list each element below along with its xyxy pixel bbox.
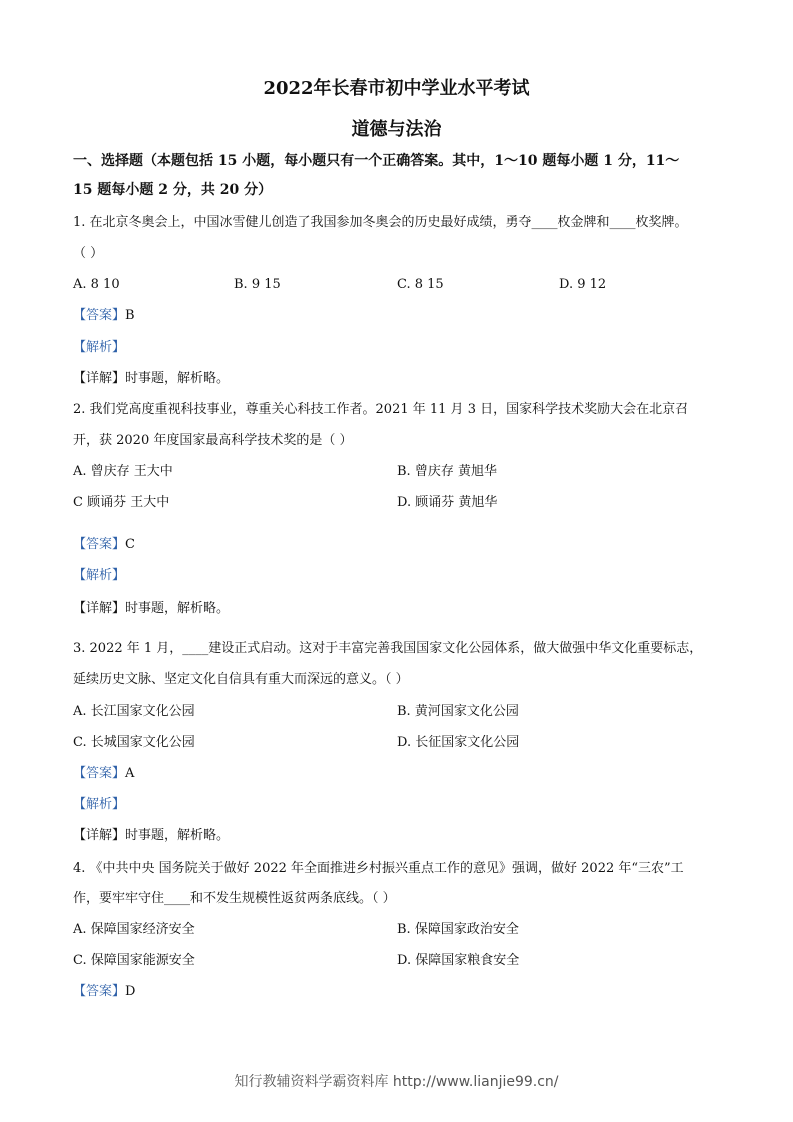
question-1-line2: （ ）: [73, 246, 104, 261]
answer-value: A: [125, 766, 135, 781]
question-1-analysis-label: 【解析】: [73, 340, 126, 355]
question-3-detail: [73, 827, 229, 845]
question-4-option-a: A. 保障国家经济安全: [73, 922, 195, 937]
page-footer: 知行教辅资料学霸资料库 http://www.lianjie99.cn/: [234, 1074, 559, 1090]
answer-value: B: [125, 308, 135, 323]
answer-value: D: [125, 984, 136, 999]
question-2-line1: 2. 我们党高度重视科技事业，尊重关心科技工作者。2021 年 11 月 3 日，国家科学技术奖励大会在北京召: [73, 402, 689, 417]
answer-value: C: [125, 537, 135, 552]
question-3-option-c: C. 长城国家文化公园: [73, 735, 195, 750]
answer-label: 【答案】: [73, 537, 126, 552]
question-4-answer: [73, 983, 135, 1001]
question-3-line2: 延续历史文脉、坚定文化自信具有重大而深远的意义。（ ）: [73, 672, 409, 687]
question-1-detail: [73, 370, 229, 388]
question-1-answer: [73, 307, 135, 325]
question-1-option-d: D. 9 12: [559, 277, 607, 292]
question-1-option-b: B. 9 15: [234, 277, 281, 292]
detail-text: 时事题，解析略。: [125, 828, 230, 843]
question-2-option-a: A. 曾庆存 王大中: [73, 464, 173, 479]
question-3-option-a: A. 长江国家文化公园: [73, 704, 195, 719]
question-2-analysis-label: 【解析】: [73, 568, 126, 583]
question-1-line1: 1. 在北京冬奥会上，中国冰雪健儿创造了我国参加冬奥会的历史最好成绩，勇夺____枚金牌和____枚奖牌。: [73, 215, 688, 230]
answer-label: 【答案】: [73, 766, 126, 781]
detail-label: 【详解】: [73, 828, 126, 843]
question-3-option-b: B. 黄河国家文化公园: [397, 704, 519, 719]
detail-text: 时事题，解析略。: [125, 601, 230, 616]
detail-text: 时事题，解析略。: [125, 371, 230, 386]
answer-label: 【答案】: [73, 984, 126, 999]
question-2-answer: [73, 536, 135, 554]
question-1-option-c: C. 8 15: [397, 277, 444, 292]
question-2-line2: 开，获 2020 年度国家最高科学技术奖的是（ ）: [73, 433, 353, 448]
question-4-line1: 4. 《中共中央 国务院关于做好 2022 年全面推进乡村振兴重点工作的意见》强调，做好 2022 年“三农”工: [73, 861, 684, 876]
question-2-option-b: B. 曾庆存 黄旭华: [397, 464, 497, 479]
detail-label: 【详解】: [73, 371, 126, 386]
exam-title: 2022年长春市初中学业水平考试: [263, 78, 530, 99]
question-1-option-a: A. 8 10: [73, 277, 120, 292]
question-4-option-b: B. 保障国家政治安全: [397, 922, 519, 937]
question-2-option-d: D. 顾诵芬 黄旭华: [397, 495, 498, 510]
question-3-line1: 3. 2022 年 1 月，____建设正式启动。这对于丰富完善我国国家文化公园体系，做大做强中华文化重要标志，: [73, 641, 703, 656]
section-heading-line2: 15 题每小题 2 分，共 20 分）: [73, 182, 273, 198]
question-2-detail: [73, 600, 229, 618]
exam-subject: 道德与法治: [351, 119, 442, 140]
question-4-option-c: C. 保障国家能源安全: [73, 953, 195, 968]
question-3-analysis-label: 【解析】: [73, 797, 126, 812]
question-3-option-d: D. 长征国家文化公园: [397, 735, 520, 750]
question-4-line2: 作，要牢牢守住____和不发生规模性返贫两条底线。（ ）: [73, 891, 396, 906]
question-4-option-d: D. 保障国家粮食安全: [397, 953, 520, 968]
answer-label: 【答案】: [73, 308, 126, 323]
detail-label: 【详解】: [73, 601, 126, 616]
section-heading-line1: 一、选择题（本题包括 15 小题，每小题只有一个正确答案。其中，1～10 题每小题 1 分，11～: [73, 153, 680, 169]
question-2-option-c: C 顾诵芬 王大中: [73, 495, 170, 510]
question-3-answer: [73, 765, 134, 783]
